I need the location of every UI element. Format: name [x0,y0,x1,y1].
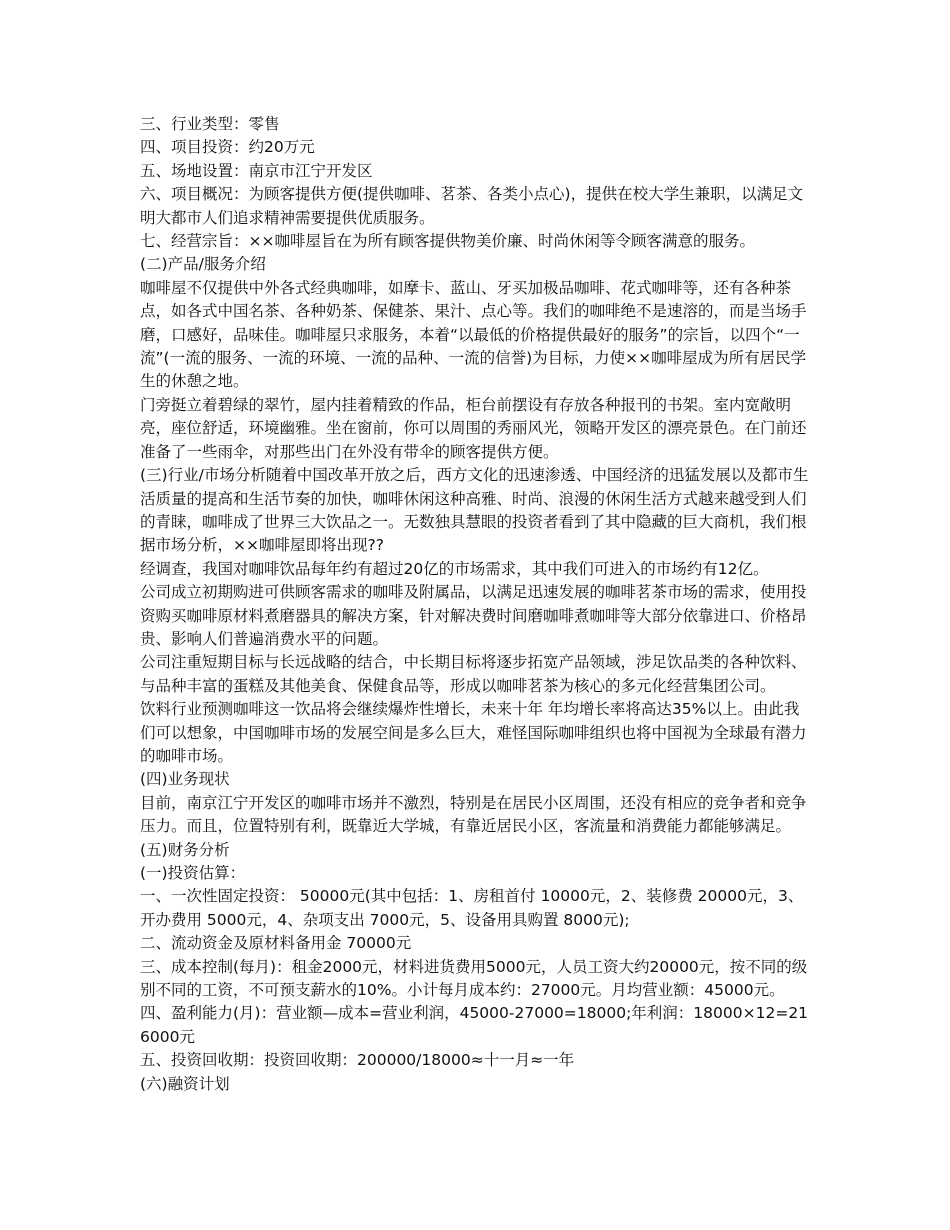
fixed-investment-paragraph: 一、一次性固定投资： 50000元(其中包括：1、房租首付 10000元，2、装修费 20000元，3、开办费用 5000元，4、杂项支出 7000元，5、设备用具购置 8000元); [140,887,804,929]
section-heading-products: (二)产品/服务介绍 [140,255,266,274]
company-startup-paragraph: 公司成立初期购进可供顾客需求的咖啡及附属品，以满足迅速发展的咖啡茗茶市场的需求，使用投资购买咖啡原材料煮磨器具的解决方案，针对解决费时间磨咖啡煮咖啡等大部分依靠进口、价格昂贵、影响人们普遍消费水平的问题。 [140,583,807,648]
payback-period-line: 五、投资回收期：投资回收期：200000/18000≈十一月≈一年 [140,1051,575,1070]
cost-control-paragraph: 三、成本控制(每月)：租金2000元，材料进货费用5000元，人员工资大约20000元，按不同的级别不同的工资，不可预支薪水的10%。小计每月成本约：27000元。月均营业额：45000元。 [140,957,808,1000]
business-status-paragraph: 目前，南京江宁开发区的咖啡市场并不激烈，特别是在居民小区周围，还没有相应的竞争者和竞争压力。而且，位置特别有利，既靠近大学城，有靠近居民小区，客流量和消费能力都能够满足。 [140,793,807,836]
section-heading-financial-analysis: (五)财务分析 [140,840,230,859]
section-heading-business-status: (四)业务现状 [140,770,230,789]
industry-type-line: 三、行业类型：零售 [140,115,280,133]
working-capital-line: 二、流动资金及原材料备用金 70000元 [140,934,412,953]
site-location-line: 五、场地设置：南京市江宁开发区 [140,161,373,180]
section-heading-financing-plan: (六)融资计划 [140,1074,230,1093]
document-body [140,113,812,1096]
subheading-investment-estimate: (一)投资估算： [140,864,246,882]
market-survey-paragraph: 经调查，我国对咖啡饮品每年约有超过20亿的市场需求，其中我们可进入的市场约有12亿。 [140,559,769,578]
environment-paragraph: 门旁挺立着碧绿的翠竹，屋内挂着精致的作品，柜台前摆设有存放各种报刊的书架。室内宽敞明亮，座位舒适，环境幽雅。坐在窗前，你可以周围的秀丽风光，领略开发区的漂亮景色。在门前还准备了一些雨伞，对那些出门在外没有带伞的顾客提供方便。 [140,395,807,461]
market-analysis-paragraph: (三)行业/市场分析随着中国改革开放之后，西方文化的迅速渗透、中国经济的迅猛发展以及都市生活质量的提高和生活节奏的加快，咖啡休闲这种高雅、时尚、浪漫的休闲生活方式越来越受到人们的青睐，咖啡成了世界三大饮品之一。无数独具慧眼的投资者看到了其中隐藏的巨大商机，我们根据市场分析，××咖啡屋即将出现?? [140,466,809,555]
project-investment-line: 四、项目投资：约20万元 [140,138,315,157]
products-intro-paragraph: 咖啡屋不仅提供中外各式经典咖啡，如摩卡、蓝山、牙买加极品咖啡、花式咖啡等，还有各种茶点，如各式中国名茶、各种奶茶、保健茶、果汁、点心等。我们的咖啡绝不是速溶的，而是当场手磨，口感好，品味佳。咖啡屋只求服务，本着“以最低的价格提供最好的服务”的宗旨，以四个“一流”(一流的服务、一流的环境、一流的品种、一流的信誉)为目标，力使××咖啡屋成为所有居民学生的休憩之地。 [140,278,807,391]
company-strategy-paragraph: 公司注重短期目标与长远战略的结合，中长期目标将逐步拓宽产品领域，涉足饮品类的各种饮料、与品种丰富的蛋糕及其他美食、保健食品等，形成以咖啡茗茶为核心的多元化经营集团公司。 [140,653,807,695]
business-purpose-paragraph: 七、经营宗旨：××咖啡屋旨在为所有顾客提供物美价廉、时尚休闲等令顾客满意的服务。 [140,232,755,251]
industry-forecast-paragraph: 饮料行业预测咖啡这一饮品将会继续爆炸性增长，未来十年 年均增长率将高达35%以上。由此我们可以想象，中国咖啡市场的发展空间是多么巨大，难怪国际咖啡组织也将中国视为全球最有潜力的咖啡市场。 [140,700,807,765]
project-overview-paragraph: 六、项目概况：为顾客提供方便(提供咖啡、茗茶、各类小点心)，提供在校大学生兼职，以满足文明大都市人们追求精神需要提供优质服务。 [140,185,804,227]
profitability-paragraph: 四、盈利能力(月)：营业额—成本=营业利润，45000-27000=18000;年利润：18000×12=216000元 [140,1004,809,1046]
